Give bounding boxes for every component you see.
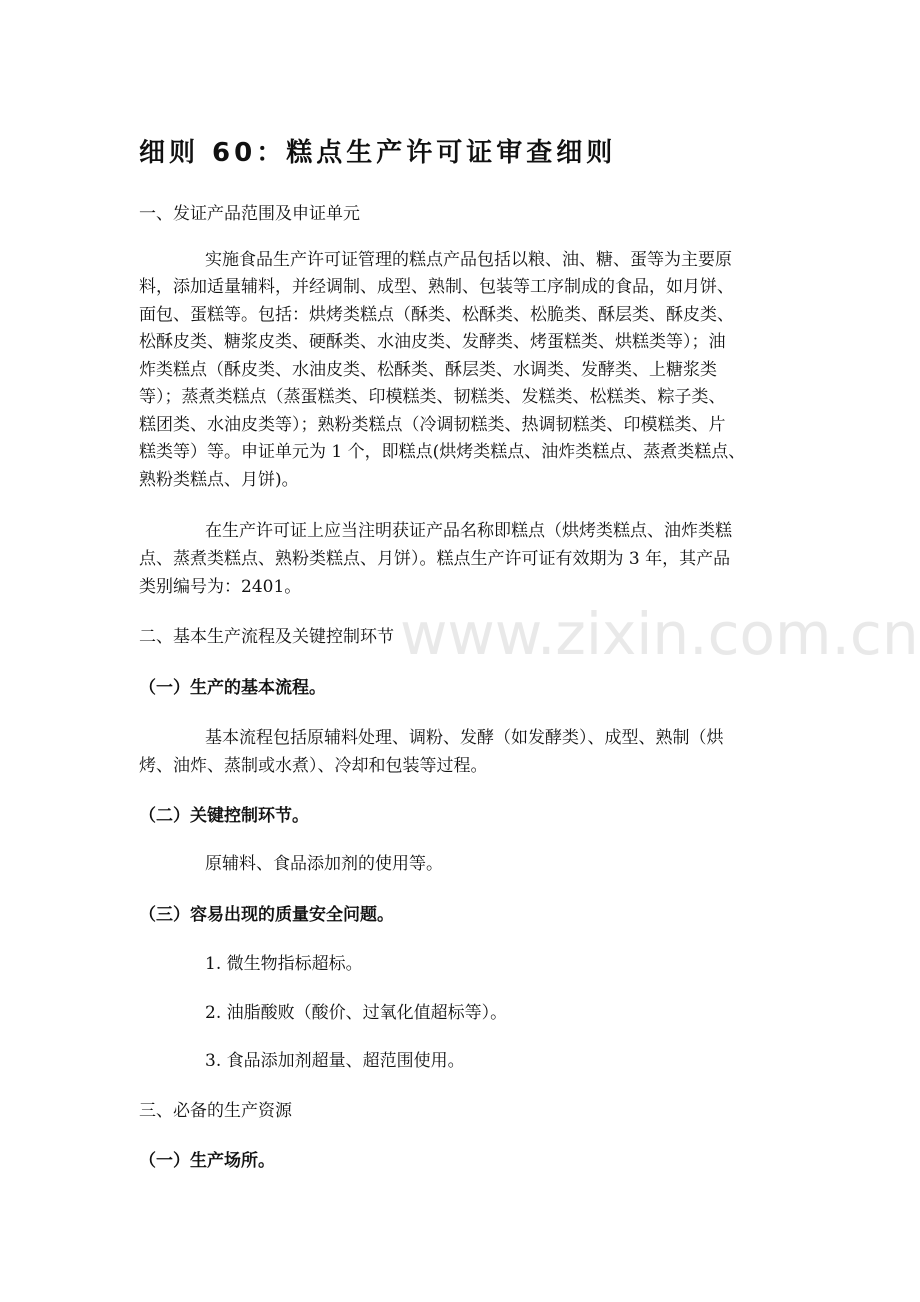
watermark: www.zixin.com.cn — [400, 600, 919, 668]
paragraph-line: 糕类等）等。申证单元为 1 个，即糕点(烘烤类糕点、油炸类糕点、蒸煮类糕点、 — [139, 442, 746, 462]
paragraph-line: 基本流程包括原辅料处理、调粉、发酵（如发酵类）、成型、熟制（烘 — [205, 728, 724, 748]
paragraph-line: 糕团类、水油皮类等）；熟粉类糕点（冷调韧糕类、热调韧糕类、印模糕类、片 — [139, 415, 726, 435]
subsection-heading: （一）生产的基本流程。 — [139, 678, 326, 698]
paragraph-line: 实施食品生产许可证管理的糕点产品包括以粮、油、糖、蛋等为主要原 — [205, 250, 732, 270]
paragraph-line: 炸类糕点（酥皮类、水油皮类、松酥类、酥层类、水调类、发酵类、上糖浆类 — [139, 360, 717, 380]
subsection-heading: （三）容易出现的质量安全问题。 — [139, 905, 394, 925]
section-heading: 三、必备的生产资源 — [139, 1101, 292, 1121]
section-heading: 一、发证产品范围及申证单元 — [139, 204, 360, 224]
subsection-heading: （一）生产场所。 — [139, 1151, 275, 1171]
subsection-heading: （二）关键控制环节。 — [139, 806, 309, 826]
list-item: 3. 食品添加剂超量、超范围使用。 — [205, 1051, 465, 1071]
paragraph-line: 熟粉类糕点、月饼)。 — [139, 470, 299, 490]
list-item: 1. 微生物指标超标。 — [205, 954, 363, 974]
paragraph-line: 点、蒸煮类糕点、熟粉类糕点、月饼）。糕点生产许可证有效期为 3 年，其产品 — [139, 549, 731, 569]
paragraph-line: 等）；蒸煮类糕点（蒸蛋糕类、印模糕类、韧糕类、发糕类、松糕类、粽子类、 — [139, 387, 726, 407]
paragraph-line: 在生产许可证上应当注明获证产品名称即糕点（烘烤类糕点、油炸类糕 — [205, 521, 732, 541]
paragraph-line: 烤、油炸、蒸制或水煮）、冷却和包装等过程。 — [139, 756, 488, 776]
paragraph-line: 面包、蛋糕等。包括：烘烤类糕点（酥类、松酥类、松脆类、酥层类、酥皮类、 — [139, 305, 734, 325]
document-title: 细则 60：糕点生产许可证审查细则 — [139, 138, 617, 168]
paragraph-control: 原辅料、食品添加剂的使用等。 — [205, 854, 443, 874]
paragraph-line: 类别编号为：2401。 — [139, 577, 302, 597]
paragraph-line: 松酥皮类、糖浆皮类、硬酥类、水油皮类、发酵类、烤蛋糕类、烘糕类等）；油 — [139, 332, 726, 352]
section-heading: 二、基本生产流程及关键控制环节 — [139, 627, 394, 647]
list-item: 2. 油脂酸败（酸价、过氧化值超标等）。 — [205, 1003, 508, 1023]
paragraph-line: 料，添加适量辅料，并经调制、成型、熟制、包装等工序制成的食品，如月饼、 — [139, 277, 734, 297]
